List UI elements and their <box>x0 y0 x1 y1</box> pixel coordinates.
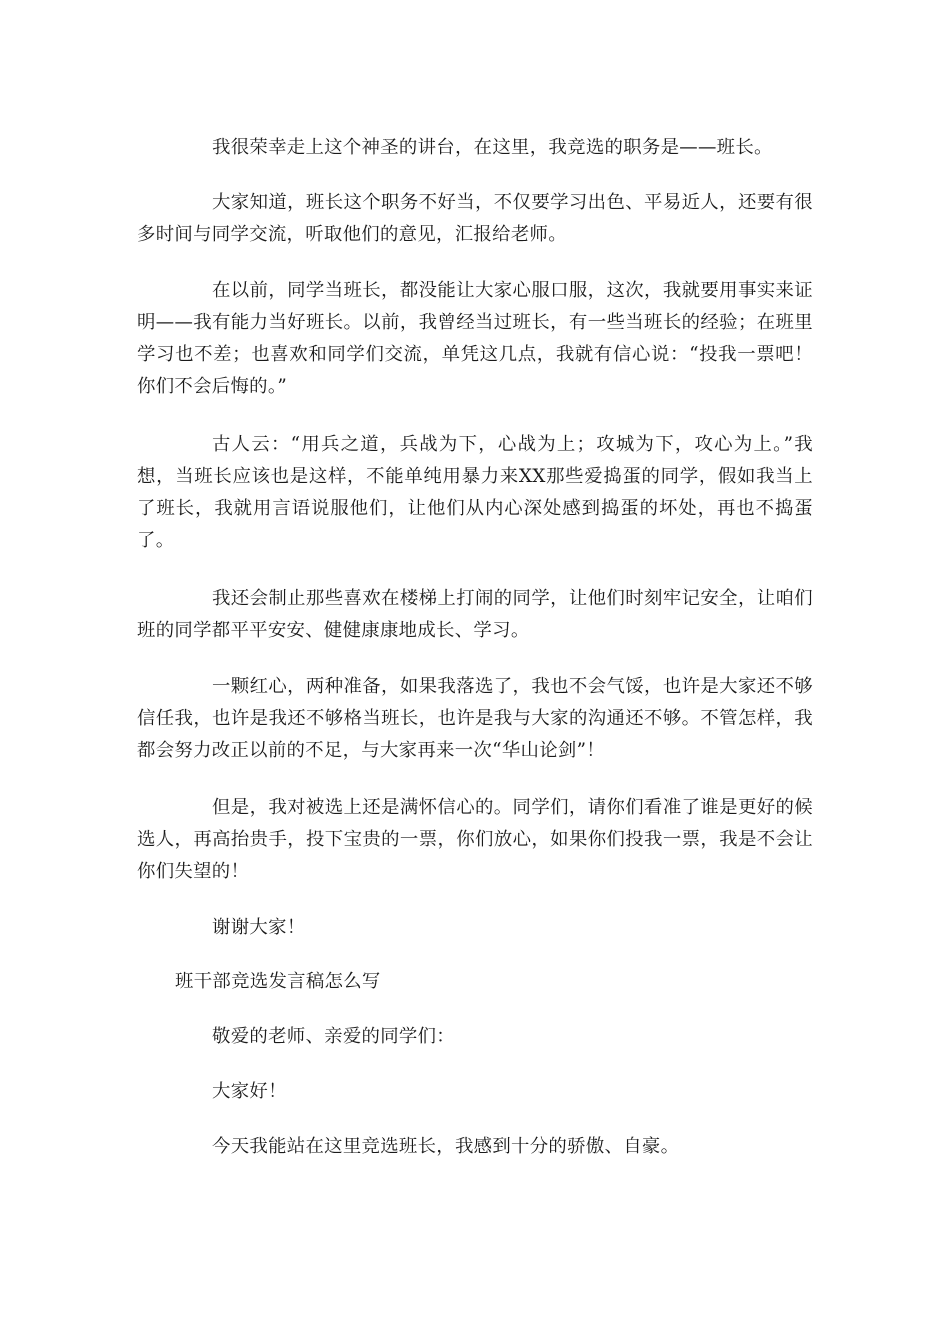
paragraph-5: 我还会制止那些喜欢在楼梯上打闹的同学，让他们时刻牢记安全，让咱们班的同学都平平安安、健健康康地成长、学习。 <box>137 588 813 641</box>
paragraph-8: 谢谢大家！ <box>212 917 306 938</box>
paragraph-6: 一颗红心，两种准备，如果我落选了，我也不会气馁，也许是大家还不够信任我，也许是我还不够格当班长，也许是我与大家的沟通还不够。不管怎样，我都会努力改正以前的不足，与大家再来一次“华山论剑”！ <box>137 676 813 761</box>
paragraph-1: 我很荣幸走上这个神圣的讲台，在这里，我竞选的职务是——班长。 <box>212 137 773 158</box>
section-paragraph-3: 今天我能站在这里竞选班长，我感到十分的骄傲、自豪。 <box>212 1136 680 1157</box>
section-paragraph-1: 敬爱的老师、亲爱的同学们： <box>212 1026 455 1047</box>
paragraph-4: 古人云：“用兵之道，兵战为下，心战为上；攻城为下，攻心为上。”我想，当班长应该也是这样，不能单纯用暴力来XX那些爱捣蛋的同学，假如我当上了班长，我就用言语说服他们，让他们从内心深处感到捣蛋的坏处，再也不捣蛋了。 <box>137 434 813 551</box>
paragraph-7: 但是，我对被选上还是满怀信心的。同学们，请你们看准了谁是更好的候选人，再高抬贵手，投下宝贵的一票，你们放心，如果你们投我一票，我是不会让你们失望的！ <box>137 797 813 882</box>
section-paragraph-2: 大家好！ <box>212 1081 287 1102</box>
paragraph-2: 大家知道，班长这个职务不好当，不仅要学习出色、平易近人，还要有很多时间与同学交流，听取他们的意见，汇报给老师。 <box>137 192 813 245</box>
section-title: 班干部竞选发言稿怎么写 <box>175 971 381 992</box>
paragraph-3: 在以前，同学当班长，都没能让大家心服口服，这次，我就要用事实来证明——我有能力当好班长。以前，我曾经当过班长，有一些当班长的经验；在班里学习也不差；也喜欢和同学们交流，单凭这几点，我就有信心说：“投我一票吧！你们不会后悔的。” <box>137 280 813 397</box>
